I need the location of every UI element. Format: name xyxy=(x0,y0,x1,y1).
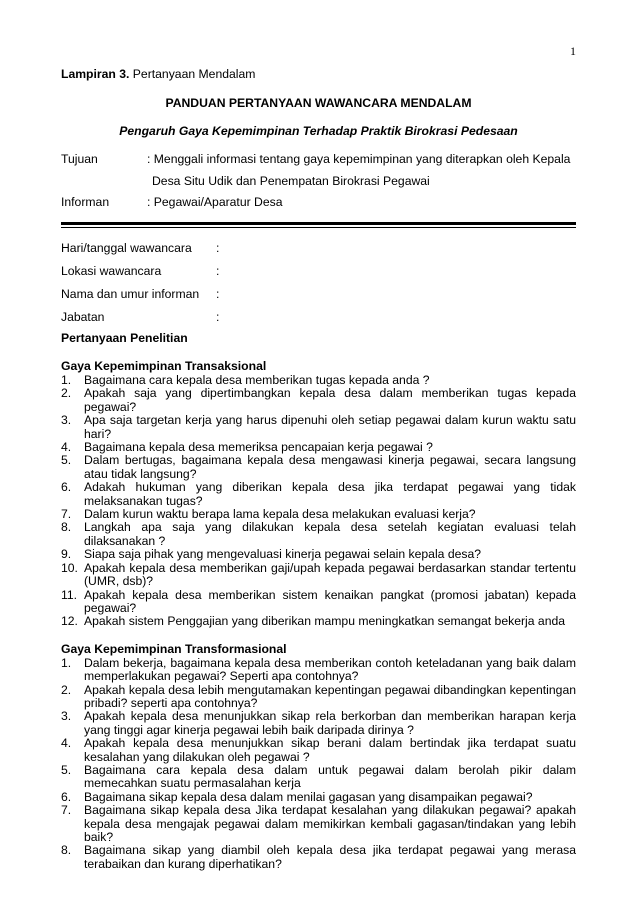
field-colon: : xyxy=(216,310,220,324)
item-number: 12. xyxy=(61,614,78,629)
field-label: Jabatan xyxy=(61,310,105,324)
item-number: 4. xyxy=(61,440,72,455)
item-text: Bagaimana kepala desa memeriksa pencapaian kerja pegawai ? xyxy=(84,440,433,455)
item-text: Apakah kepala desa menunjukkan sikap rela berkorban dan memberikan harapan kerja yang tinggi agar kinerja pegawai lebih baik daripada dirinya ? xyxy=(84,709,576,737)
item-number: 10. xyxy=(61,560,78,575)
informan-value: : Pegawai/Aparatur Desa xyxy=(147,195,283,209)
item-number: 2. xyxy=(61,386,72,401)
field-colon: : xyxy=(216,264,220,278)
interview-fields xyxy=(61,240,576,326)
item-text: Apakah sistem Penggajian yang diberikan mampu meningkatkan semangat bekerja anda xyxy=(84,614,566,629)
field-row-location xyxy=(61,263,576,280)
list-item xyxy=(61,710,576,737)
lampiran-text: Pertanyaan Mendalam xyxy=(129,67,256,81)
list-item xyxy=(61,684,576,711)
item-text: Bagaimana sikap kepala desa Jika terdapat kesalahan yang dilakukan pegawai? apakah kepala desa mengajak pegawai dalam memikirkan kembali gagasan/tindakan yang lebih baik? xyxy=(84,803,576,844)
item-text: Dalam bekerja, bagaimana kepala desa memberikan contoh keteladanan yang baik dalam memperlakukan pegawai? Seperti apa contohnya? xyxy=(84,655,576,684)
list-item xyxy=(61,441,576,454)
lampiran-line xyxy=(61,66,576,82)
list-item xyxy=(61,548,576,561)
item-number: 3. xyxy=(61,413,72,428)
item-number: 2. xyxy=(61,682,72,697)
item-number: 8. xyxy=(61,520,72,535)
field-row-position xyxy=(61,309,576,326)
list-item xyxy=(61,562,576,589)
item-text: Apakah kepala desa memberikan sistem kenaikan pangkat (promosi jabatan) kepada pegawai? xyxy=(84,587,576,615)
item-number: 4. xyxy=(61,736,72,751)
field-label: Hari/tanggal wawancara xyxy=(61,241,192,255)
list-item xyxy=(61,804,576,844)
field-colon: : xyxy=(216,241,220,255)
item-number: 9. xyxy=(61,547,72,562)
informan-row xyxy=(61,194,576,211)
item-text: Dalam bertugas, bagaimana kepala desa mengawasi kinerja pegawai, secara langsung atau tidak langsung? xyxy=(84,453,576,481)
item-number: 1. xyxy=(61,655,72,670)
item-text: Langkah apa saja yang dilakukan kepala desa setelah kegiatan evaluasi telah dilaksanakan ? xyxy=(84,520,576,548)
page-number: 1 xyxy=(570,44,576,58)
item-text: Bagaimana sikap kepala desa dalam menilai gagasan yang disampaikan pegawai? xyxy=(84,789,533,804)
list-item xyxy=(61,481,576,508)
item-number: 8. xyxy=(61,843,72,858)
item-number: 5. xyxy=(61,762,72,777)
list-item xyxy=(61,454,576,481)
field-row-name-age xyxy=(61,286,576,303)
divider-thick xyxy=(61,222,576,225)
item-text: Apa saja targetan kerja yang harus dipenuhi oleh setiap pegawai dalam kurun waktu satu hari? xyxy=(84,413,576,441)
list-item xyxy=(61,737,576,764)
item-number: 11. xyxy=(61,587,78,602)
field-row-date xyxy=(61,240,576,257)
item-number: 3. xyxy=(61,709,72,724)
item-text: Apakah saja yang dipertimbangkan kepala desa dalam memberikan tugas kepada pegawai? xyxy=(84,386,576,414)
tujuan-line-1: : Menggali informasi tentang gaya kepemimpinan yang diterapkan oleh Kepala xyxy=(147,152,571,166)
field-label: Nama dan umur informan xyxy=(61,287,200,301)
list-item xyxy=(61,414,576,441)
question-list-transaksional xyxy=(61,374,576,629)
tujuan-value xyxy=(143,151,576,190)
item-number: 6. xyxy=(61,789,72,804)
question-list-transformasional xyxy=(61,657,576,872)
list-item xyxy=(61,615,576,628)
lampiran-label: Lampiran 3. xyxy=(61,67,130,81)
item-number: 5. xyxy=(61,453,72,468)
list-item xyxy=(61,508,576,521)
item-text: Bagaimana cara kepala desa memberikan tugas kepada anda ? xyxy=(84,373,430,387)
item-number: 6. xyxy=(61,480,72,495)
section-heading-transformasional: Gaya Kepemimpinan Transformasional xyxy=(61,641,287,656)
item-number: 7. xyxy=(61,803,72,818)
tujuan-line-2: Desa Situ Udik dan Penempatan Birokrasi Pegawai xyxy=(152,174,430,188)
item-text: Bagaimana cara kepala desa dalam untuk pegawai dalam berolah pikir dalam memecahkan suatu permasalahan kerja xyxy=(84,762,576,791)
field-label: Lokasi wawancara xyxy=(61,264,162,278)
divider-thin xyxy=(61,227,576,228)
item-text: Bagaimana sikap yang diambil oleh kepala desa jika terdapat pegawai yang merasa terabaikan dan kurang diperhatikan? xyxy=(84,843,576,871)
list-item xyxy=(61,589,576,616)
item-text: Siapa saja pihak yang mengevaluasi kinerja pegawai selain kepala desa? xyxy=(84,547,482,562)
list-item xyxy=(61,764,576,791)
item-text: Adakah hukuman yang diberikan kepala desa jika terdapat pegawai yang tidak melaksanakan tugas? xyxy=(84,480,576,508)
list-item xyxy=(61,521,576,548)
item-text: Apakah kepala desa lebih mengutamakan kepentingan pegawai dibandingkan kepentingan pribadi? seperti apa contohnya? xyxy=(84,682,576,710)
document-title: PANDUAN PERTANYAAN WAWANCARA MENDALAM xyxy=(165,96,472,110)
list-item xyxy=(61,387,576,414)
item-number: 1. xyxy=(61,373,72,387)
pertanyaan-heading: Pertanyaan Penelitian xyxy=(61,331,188,345)
list-item xyxy=(61,374,576,387)
list-item xyxy=(61,844,576,871)
item-text: Apakah kepala desa memberikan gaji/upah kepada pegawai berdasarkan standar tertentu (UMR, dsb)? xyxy=(84,560,576,589)
section-heading-transaksional: Gaya Kepemimpinan Transaksional xyxy=(61,359,267,373)
informan-label: Informan xyxy=(61,195,110,209)
document-body xyxy=(61,66,576,871)
tujuan-row xyxy=(61,151,576,190)
item-text: Dalam kurun waktu berapa lama kepala desa melakukan evaluasi kerja? xyxy=(84,507,476,522)
field-colon: : xyxy=(216,287,220,301)
tujuan-label: Tujuan xyxy=(61,152,98,166)
list-item xyxy=(61,657,576,684)
document-subtitle: Pengaruh Gaya Kepemimpinan Terhadap Praktik Birokrasi Pedesaan xyxy=(119,124,518,138)
item-number: 7. xyxy=(61,507,72,522)
item-text: Apakah kepala desa menunjukkan sikap berani dalam bertindak jika terdapat suatu kesalahan yang dilakukan oleh pegawai ? xyxy=(84,736,576,764)
list-item xyxy=(61,791,576,804)
